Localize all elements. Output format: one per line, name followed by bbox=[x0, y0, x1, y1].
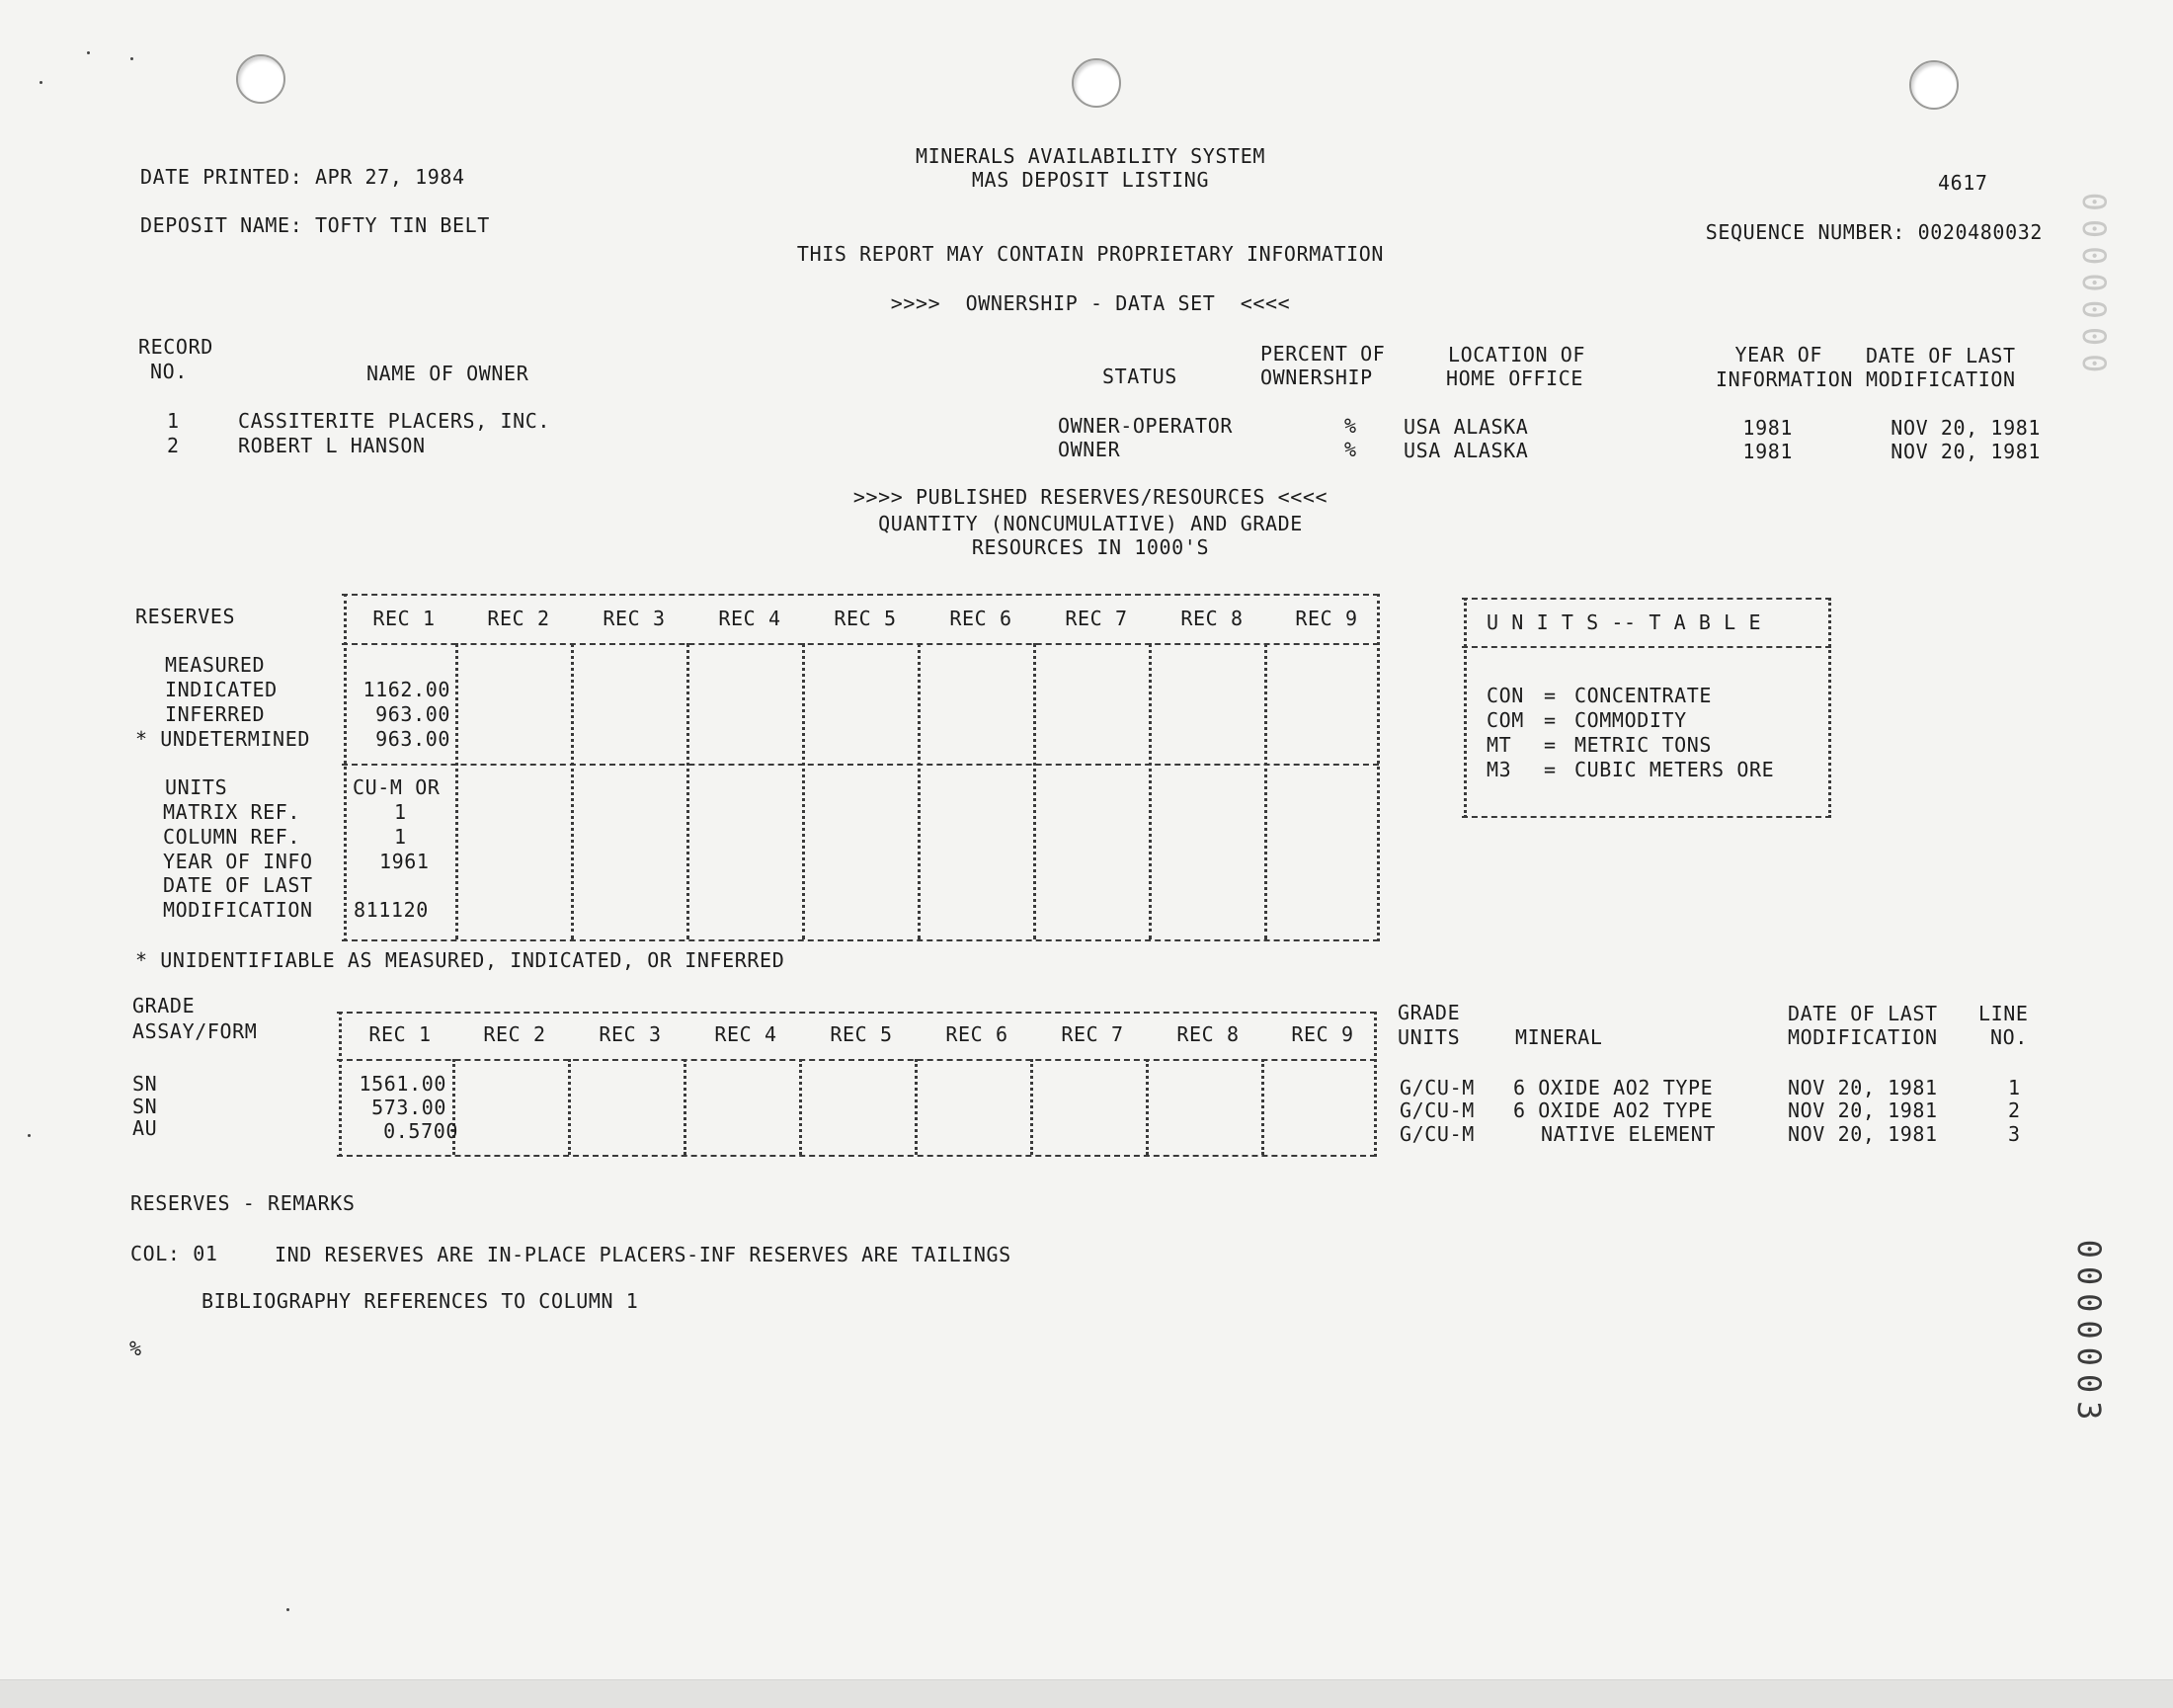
line-no: 2 bbox=[2008, 1098, 2021, 1122]
reserves-subtitle: QUANTITY (NONCUMULATIVE) AND GRADE bbox=[878, 512, 1303, 535]
remarks-title: RESERVES - REMARKS bbox=[130, 1191, 356, 1215]
remarks-col-label: COL: 01 bbox=[130, 1242, 218, 1265]
rec-header: REC 6 bbox=[945, 1022, 1008, 1046]
grade-units: G/CU-M bbox=[1400, 1122, 1475, 1146]
modification-date: NOV 20, 1981 bbox=[1788, 1122, 1938, 1146]
grid-column-separator bbox=[686, 643, 689, 939]
grid-border bbox=[337, 1012, 1376, 1014]
grid-column-separator bbox=[1033, 643, 1036, 939]
scan-speck bbox=[28, 1134, 31, 1137]
unit-equals: = bbox=[1544, 758, 1557, 781]
rec-header: REC 7 bbox=[1061, 1022, 1124, 1046]
date-header-2: MODIFICATION bbox=[1788, 1025, 1938, 1049]
deposit-name: DEPOSIT NAME: TOFTY TIN BELT bbox=[140, 213, 490, 237]
meta-value: 811120 bbox=[354, 898, 429, 922]
reserve-value: 963.00 bbox=[375, 702, 450, 726]
rec-header: REC 2 bbox=[487, 607, 550, 630]
owner-name: CASSITERITE PLACERS, INC. bbox=[238, 409, 551, 433]
unit-meaning: COMMODITY bbox=[1574, 708, 1687, 732]
grid-divider bbox=[342, 764, 1379, 766]
owner-percent: % bbox=[1344, 438, 1357, 461]
grid-column-separator bbox=[918, 643, 921, 939]
grade-label: GRADE bbox=[132, 994, 196, 1017]
reserve-value: 1162.00 bbox=[362, 678, 450, 701]
grid-column-separator bbox=[1264, 643, 1267, 939]
record-no: 1 bbox=[167, 409, 180, 433]
rec-header: REC 5 bbox=[830, 1022, 893, 1046]
sequence-number: SEQUENCE NUMBER: 0020480032 bbox=[1705, 220, 2043, 244]
listing-title: MAS DEPOSIT LISTING bbox=[971, 168, 1210, 192]
date-header: DATE OF LAST bbox=[1788, 1002, 1938, 1025]
grid-column-separator bbox=[344, 594, 347, 941]
punch-hole bbox=[236, 54, 285, 104]
grid-border bbox=[337, 1059, 1376, 1061]
rec-header: REC 4 bbox=[718, 607, 781, 630]
header-record-no: NO. bbox=[150, 360, 188, 383]
assay-form: AU bbox=[132, 1116, 158, 1140]
grid-column-separator bbox=[568, 1059, 571, 1155]
header-date-2: MODIFICATION bbox=[1866, 367, 2016, 391]
reserve-category: INDICATED bbox=[165, 678, 278, 701]
bibliography-references: BIBLIOGRAPHY REFERENCES TO COLUMN 1 bbox=[201, 1289, 639, 1313]
system-title: MINERALS AVAILABILITY SYSTEM bbox=[916, 144, 1265, 168]
grid-column-separator bbox=[684, 1059, 686, 1155]
page-number: 4617 bbox=[1938, 171, 1988, 195]
unit-equals: = bbox=[1544, 708, 1557, 732]
reserve-category: INFERRED bbox=[165, 702, 266, 726]
header-status: STATUS bbox=[1102, 365, 1177, 388]
meta-value: CU-M OR bbox=[353, 775, 441, 799]
grid-column-separator bbox=[1261, 1059, 1264, 1155]
unit-meaning: CONCENTRATE bbox=[1574, 684, 1713, 707]
header-owner-name: NAME OF OWNER bbox=[366, 362, 529, 385]
unit-code: MT bbox=[1487, 733, 1512, 757]
mineral-header: MINERAL bbox=[1515, 1025, 1603, 1049]
meta-label: MATRIX REF. bbox=[163, 800, 301, 824]
units-table-border bbox=[1462, 646, 1831, 648]
grid-column-separator bbox=[799, 1059, 802, 1155]
meta-label: DATE OF LAST bbox=[163, 873, 313, 897]
units-table-border bbox=[1828, 598, 1831, 818]
grid-border bbox=[342, 643, 1379, 645]
mineral: 6 OXIDE AO2 TYPE bbox=[1513, 1076, 1714, 1099]
grid-column-separator bbox=[455, 643, 458, 939]
record-no: 2 bbox=[167, 434, 180, 457]
grid-border bbox=[337, 1155, 1376, 1157]
grade-units: G/CU-M bbox=[1400, 1076, 1475, 1099]
remarks-col-text: IND RESERVES ARE IN-PLACE PLACERS-INF RESERVES ARE TAILINGS bbox=[275, 1243, 1011, 1266]
reserve-category: MEASURED bbox=[165, 653, 266, 677]
scan-speck bbox=[40, 81, 42, 84]
header-percent: PERCENT OF bbox=[1260, 342, 1386, 366]
reserves-footnote: * UNIDENTIFIABLE AS MEASURED, INDICATED, OR INFERRED bbox=[135, 948, 785, 972]
unit-meaning: CUBIC METERS ORE bbox=[1574, 758, 1775, 781]
rec-header: REC 9 bbox=[1291, 1022, 1354, 1046]
scan-speck bbox=[130, 57, 133, 60]
header-year-2: INFORMATION bbox=[1715, 367, 1853, 391]
rec-header: REC 6 bbox=[949, 607, 1012, 630]
unit-equals: = bbox=[1544, 733, 1557, 757]
assay-form: SN bbox=[132, 1095, 158, 1118]
end-of-listing-mark: % bbox=[129, 1337, 142, 1360]
proprietary-notice: THIS REPORT MAY CONTAIN PROPRIETARY INFORMATION bbox=[796, 242, 1385, 266]
rec-header: REC 7 bbox=[1065, 607, 1128, 630]
units-table-border bbox=[1462, 816, 1831, 818]
owner-percent: % bbox=[1344, 414, 1357, 438]
modification-date: NOV 20, 1981 bbox=[1788, 1098, 1938, 1122]
punch-hole bbox=[1072, 58, 1121, 108]
assay-form-label: ASSAY/FORM bbox=[132, 1019, 258, 1043]
owner-name: ROBERT L HANSON bbox=[238, 434, 426, 457]
grade-units-header: GRADE bbox=[1398, 1001, 1461, 1024]
grid-column-separator bbox=[339, 1012, 342, 1157]
meta-label: MODIFICATION bbox=[163, 898, 313, 922]
unit-code: M3 bbox=[1487, 758, 1512, 781]
rec-header: REC 4 bbox=[714, 1022, 777, 1046]
unit-code: CON bbox=[1487, 684, 1524, 707]
unit-equals: = bbox=[1544, 684, 1557, 707]
grade-units: G/CU-M bbox=[1400, 1098, 1475, 1122]
mineral: 6 OXIDE AO2 TYPE bbox=[1513, 1098, 1714, 1122]
owner-status: OWNER bbox=[1058, 438, 1121, 461]
grid-column-separator bbox=[1374, 1012, 1377, 1157]
rec-header: REC 9 bbox=[1295, 607, 1358, 630]
meta-value: 1 bbox=[394, 800, 407, 824]
grid-column-separator bbox=[802, 643, 805, 939]
line-no: 3 bbox=[2008, 1122, 2021, 1146]
bleed-through-stamp: 0000000 bbox=[2075, 192, 2113, 381]
reserve-category: * UNDETERMINED bbox=[135, 727, 310, 751]
reserves-label: RESERVES bbox=[135, 605, 236, 628]
ownership-section-title: >>>> OWNERSHIP - DATA SET <<<< bbox=[890, 291, 1291, 315]
header-record: RECORD bbox=[138, 335, 213, 359]
grid-border bbox=[342, 939, 1379, 941]
rec-header: REC 3 bbox=[599, 1022, 662, 1046]
unit-code: COM bbox=[1487, 708, 1524, 732]
grid-column-separator bbox=[915, 1059, 918, 1155]
reserve-value: 963.00 bbox=[375, 727, 450, 751]
header-location: LOCATION OF bbox=[1448, 343, 1586, 366]
rec-header: REC 1 bbox=[368, 1022, 432, 1046]
rec-header: REC 1 bbox=[372, 607, 436, 630]
grade-value: 1561.00 bbox=[359, 1072, 446, 1096]
grid-column-separator bbox=[1146, 1059, 1149, 1155]
mineral: NATIVE ELEMENT bbox=[1541, 1122, 1716, 1146]
unit-meaning: METRIC TONS bbox=[1574, 733, 1713, 757]
owner-location: USA ALASKA bbox=[1404, 439, 1529, 462]
meta-value: 1961 bbox=[379, 850, 430, 873]
line-header-2: NO. bbox=[1990, 1025, 2028, 1049]
owner-location: USA ALASKA bbox=[1404, 415, 1529, 439]
units-table-border bbox=[1464, 598, 1467, 818]
owner-status: OWNER-OPERATOR bbox=[1058, 414, 1233, 438]
scan-speck bbox=[286, 1608, 289, 1611]
owner-year: 1981 bbox=[1742, 416, 1793, 440]
line-header: LINE bbox=[1978, 1002, 2029, 1025]
grid-column-separator bbox=[1149, 643, 1152, 939]
grade-value: 0.5700 bbox=[383, 1119, 458, 1143]
punch-hole bbox=[1909, 60, 1959, 110]
meta-label: YEAR OF INFO bbox=[163, 850, 313, 873]
header-location-2: HOME OFFICE bbox=[1446, 366, 1584, 390]
meta-label: COLUMN REF. bbox=[163, 825, 301, 849]
rec-header: REC 3 bbox=[603, 607, 666, 630]
units-table-border bbox=[1462, 598, 1831, 600]
rec-header: REC 8 bbox=[1180, 607, 1244, 630]
scanner-edge bbox=[0, 1679, 2173, 1708]
header-date: DATE OF LAST bbox=[1866, 344, 2016, 367]
reserves-section-title: >>>> PUBLISHED RESERVES/RESOURCES <<<< bbox=[852, 485, 1328, 509]
owner-date: NOV 20, 1981 bbox=[1891, 440, 2041, 463]
date-printed: DATE PRINTED: APR 27, 1984 bbox=[140, 165, 465, 189]
grid-column-separator bbox=[571, 643, 574, 939]
owner-date: NOV 20, 1981 bbox=[1891, 416, 2041, 440]
grade-units-header-2: UNITS bbox=[1398, 1025, 1461, 1049]
modification-date: NOV 20, 1981 bbox=[1788, 1076, 1938, 1099]
header-percent-2: OWNERSHIP bbox=[1260, 366, 1373, 389]
rec-header: REC 2 bbox=[483, 1022, 546, 1046]
grid-column-separator bbox=[1030, 1059, 1033, 1155]
reserves-subtitle-2: RESOURCES IN 1000'S bbox=[971, 535, 1210, 559]
meta-label: UNITS bbox=[165, 775, 228, 799]
rec-header: REC 8 bbox=[1176, 1022, 1240, 1046]
owner-year: 1981 bbox=[1742, 440, 1793, 463]
grade-value: 573.00 bbox=[371, 1096, 446, 1119]
header-year: YEAR OF bbox=[1734, 343, 1822, 366]
units-table-title: U N I T S -- T A B L E bbox=[1487, 610, 1762, 634]
grid-border bbox=[342, 594, 1379, 596]
scan-speck bbox=[87, 51, 90, 54]
meta-value: 1 bbox=[394, 825, 407, 849]
page-stamp-number: 0000003 bbox=[2070, 1239, 2108, 1428]
rec-header: REC 5 bbox=[834, 607, 897, 630]
line-no: 1 bbox=[2008, 1076, 2021, 1099]
assay-form: SN bbox=[132, 1072, 158, 1096]
grid-column-separator bbox=[1377, 594, 1380, 941]
